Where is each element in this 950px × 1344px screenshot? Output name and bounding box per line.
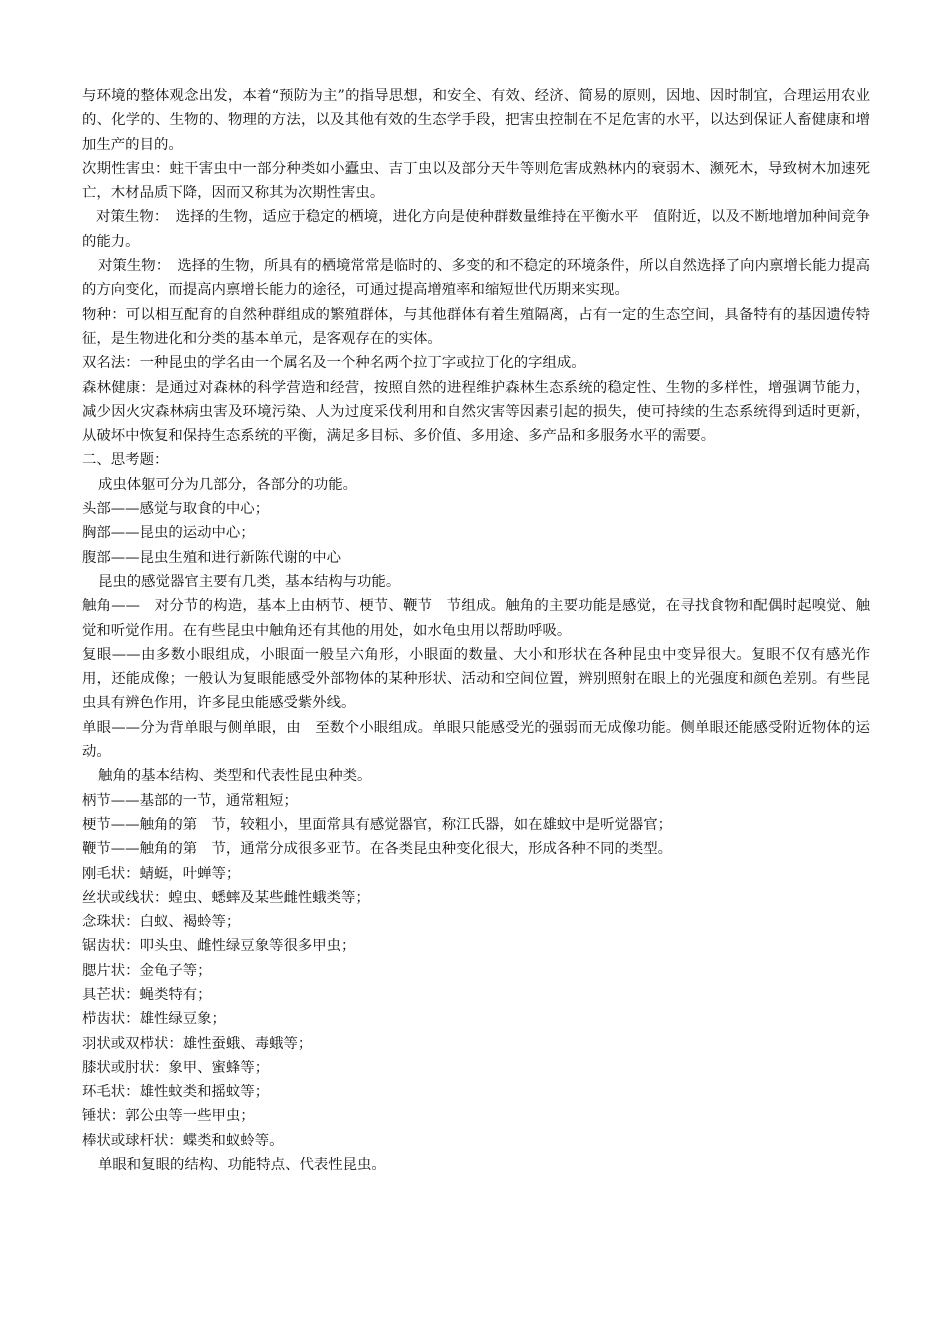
- answer-pedicel: 梗节——触角的第 节，较粗小，里面常具有感觉器官，称江氏器，如在雄蚊中是听觉器官；: [82, 816, 673, 833]
- list-item-pectinate: 栉齿状：雄性绿豆象；: [82, 1011, 226, 1028]
- question-body-parts: 成虫体躯可分为几部分，各部分的功能。: [98, 476, 358, 493]
- question-eyes-structure: 单眼和复眼的结构、功能特点、代表性昆虫。: [98, 1157, 386, 1174]
- list-item-filiform: 丝状或线状：蝗虫、蟋蟀及某些雌性蛾类等；: [82, 889, 370, 906]
- answer-abdomen: 腹部——昆虫生殖和进行新陈代谢的中心: [82, 549, 342, 566]
- list-item-aristate: 具芒状：蝇类特有；: [82, 986, 212, 1003]
- paragraph-binomial-nomenclature: 双名法：一种昆虫的学名由一个属名及一个种名两个拉丁字或拉丁化的字组成。: [82, 355, 586, 372]
- list-item-moniliform: 念珠状：白蚁、褐蛉等；: [82, 914, 241, 931]
- answer-compound-eyes: 复眼——由多数小眼组成，小眼面一般呈六角形，小眼面的数量、大小和形状在各种昆虫中变异很大。复眼不仅有感光作用，还能成像；一般认为复眼能感受外部物体的某种形状、活动和空间位置，辨别照射在眼上的光强度和颜色差别。有些昆虫具有辨色作用，许多昆虫能感受紫外线。: [82, 646, 870, 712]
- answer-thorax: 胸部——昆虫的运动中心；: [82, 525, 255, 542]
- question-sense-organs: 昆虫的感觉器官主要有几类，基本结构与功能。: [98, 573, 401, 590]
- section-heading-questions: 二、思考题：: [82, 452, 169, 469]
- list-item-geniculate: 膝状或肘状：象甲、蜜蜂等；: [82, 1059, 270, 1076]
- list-item-clavate: 棒状或球杆状：蝶类和蚁蛉等。: [82, 1132, 284, 1149]
- list-item-lamellate: 腮片状：金龟子等；: [82, 962, 212, 979]
- list-item-capitate: 锤状：郭公虫等一些甲虫；: [82, 1108, 255, 1125]
- answer-simple-eyes: 单眼——分为背单眼与侧单眼，由 至数个小眼组成。单眼只能感受光的强弱而无成像功能。侧单眼还能感受附近物体的运动。: [82, 719, 870, 761]
- document-body: [82, 84, 870, 1177]
- paragraph-species: 物种：可以相互配育的自然种群组成的繁殖群体，与其他群体有着生殖隔离，占有一定的生态空间，具备特有的基因遗传特征，是生物进化和分类的基本单元，是客观存在的实体。: [82, 306, 870, 347]
- paragraph-k-strategists: 对策生物： 选择的生物，适应于稳定的栖境，进化方向是使种群数量维持在平衡水平 值附近，以及不断地增加种间竞争的能力。: [82, 209, 870, 250]
- paragraph-ipm-definition-continued: 与环境的整体观念出发，本着“预防为主”的指导思想，和安全、有效、经济、简易的原则，因地、因时制宜，合理运用农业的、化学的、生物的、物理的方法，以及其他有效的生态学手段，把害虫控制在不足危害的水平，以达到保证人畜健康和增加生产的目的。: [82, 88, 870, 153]
- list-item-verticillate: 环毛状：雄性蚊类和摇蚊等；: [82, 1084, 270, 1101]
- paragraph-r-strategists: 对策生物： 选择的生物，所具有的栖境常常是临时的、多变的和不稳定的环境条件，所以自然选择了向内禀增长能力提高的方向变化，而提高内禀增长能力的途径，可通过提高增殖率和缩短世代历期来实现。: [82, 258, 870, 299]
- answer-antennae: 触角—— 对分节的构造，基本上由柄节、梗节、鞭节 节组成。触角的主要功能是感觉，在寻找食物和配偶时起嗅觉、触觉和听觉作用。在有些昆虫中触角还有其他的用处，如水龟虫用以帮助呼吸。: [82, 598, 870, 639]
- answer-head: 头部——感觉与取食的中心；: [82, 501, 270, 518]
- list-item-setaceous: 刚毛状：蜻蜓，叶蝉等；: [82, 865, 241, 882]
- question-antenna-types: 触角的基本结构、类型和代表性昆虫种类。: [98, 768, 372, 785]
- list-item-plumose: 羽状或双栉状：雄性蚕蛾、毒蛾等；: [82, 1035, 313, 1052]
- paragraph-forest-health: 森林健康：是通过对森林的科学营造和经营，按照自然的进程维护森林生态系统的稳定性、生物的多样性，增强调节能力，减少因火灾森林病虫害及环境污染、人为过度采伐利用和自然灾害等因素引起的损失，使可持续的生态系统得到适时更新，从破坏中恢复和保持生态系统的平衡，满足多目标、多价值、多用途、多产品和多服务水平的需要。: [82, 379, 870, 445]
- paragraph-secondary-pests: 次期性害虫：蛀干害虫中一部分种类如小蠹虫、吉丁虫以及部分天牛等则危害成熟林内的衰弱木、濒死木，导致树木加速死亡，木材品质下降，因而又称其为次期性害虫。: [82, 160, 870, 202]
- answer-flagellum: 鞭节——触角的第 节，通常分成很多亚节。在各类昆虫种变化很大，形成各种不同的类型。: [82, 841, 673, 858]
- list-item-serrate: 锯齿状：叩头虫、雌性绿豆象等很多甲虫；: [82, 938, 356, 955]
- answer-scape: 柄节——基部的一节，通常粗短；: [82, 792, 298, 809]
